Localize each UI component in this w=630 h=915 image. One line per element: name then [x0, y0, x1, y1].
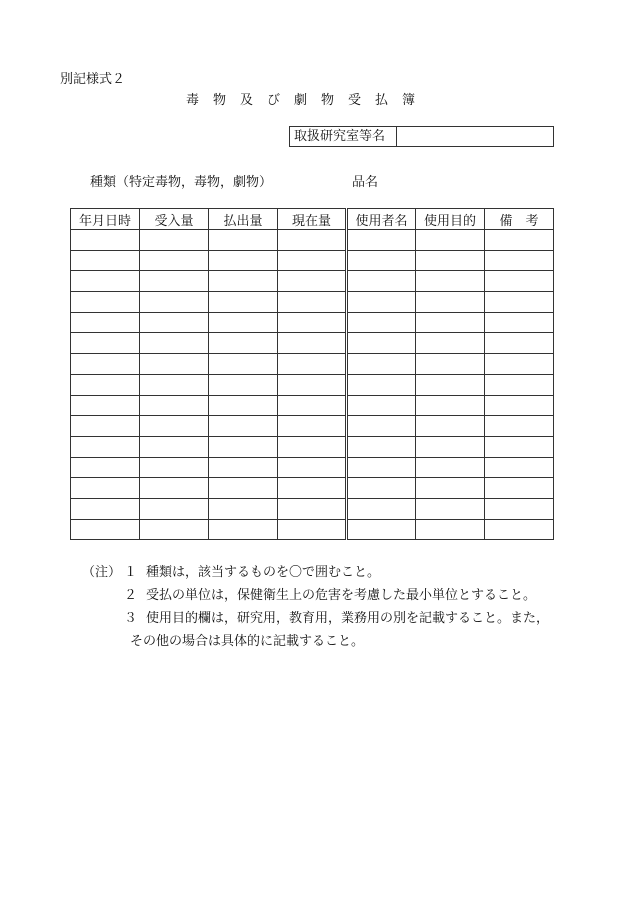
cell-current-qty[interactable]	[278, 374, 347, 395]
cell-datetime[interactable]	[71, 312, 140, 333]
cell-remarks[interactable]	[485, 457, 554, 478]
cell-purpose[interactable]	[416, 230, 485, 251]
form-number: 別記様式２	[60, 72, 126, 87]
table-row	[71, 498, 554, 519]
cell-issued-qty[interactable]	[209, 457, 278, 478]
table-row	[71, 395, 554, 416]
cell-current-qty[interactable]	[278, 250, 347, 271]
cell-current-qty[interactable]	[278, 230, 347, 251]
cell-remarks[interactable]	[485, 354, 554, 375]
cell-received-qty[interactable]	[140, 292, 209, 313]
cell-issued-qty[interactable]	[209, 354, 278, 375]
cell-datetime[interactable]	[71, 271, 140, 292]
cell-datetime[interactable]	[71, 436, 140, 457]
cell-remarks[interactable]	[485, 519, 554, 540]
cell-issued-qty[interactable]	[209, 498, 278, 519]
cell-purpose[interactable]	[416, 395, 485, 416]
cell-issued-qty[interactable]	[209, 230, 278, 251]
table-row	[71, 478, 554, 499]
header-remarks: 備 考	[485, 209, 554, 230]
cell-issued-qty[interactable]	[209, 312, 278, 333]
cell-user-name[interactable]	[347, 230, 416, 251]
cell-purpose[interactable]	[416, 498, 485, 519]
cell-datetime[interactable]	[71, 498, 140, 519]
table-row	[71, 374, 554, 395]
cell-datetime[interactable]	[71, 519, 140, 540]
table-row	[71, 292, 554, 313]
cell-current-qty[interactable]	[278, 333, 347, 354]
cell-remarks[interactable]	[485, 395, 554, 416]
cell-remarks[interactable]	[485, 498, 554, 519]
note-number: １	[124, 565, 138, 580]
note-text: 種類は，該当するものを〇で囲むこと。	[146, 565, 381, 580]
cell-issued-qty[interactable]	[209, 395, 278, 416]
note-text: 使用目的欄は，研究用，教育用，業務用の別を記載すること。また，	[146, 611, 550, 626]
cell-purpose[interactable]	[416, 271, 485, 292]
ledger-table	[70, 208, 554, 540]
table-header-row	[71, 209, 554, 230]
cell-user-name[interactable]	[347, 292, 416, 313]
cell-datetime[interactable]	[71, 395, 140, 416]
cell-purpose[interactable]	[416, 333, 485, 354]
cell-datetime[interactable]	[71, 478, 140, 499]
note-item	[82, 607, 549, 630]
cell-remarks[interactable]	[485, 230, 554, 251]
cell-datetime[interactable]	[71, 292, 140, 313]
cell-current-qty[interactable]	[278, 395, 347, 416]
lab-name-label: 取扱研究室等名	[290, 127, 397, 146]
cell-remarks[interactable]	[485, 333, 554, 354]
header-purpose: 使用目的	[416, 209, 485, 230]
header-issued-qty: 払出量	[209, 209, 278, 230]
cell-received-qty[interactable]	[140, 230, 209, 251]
cell-remarks[interactable]	[485, 478, 554, 499]
document-title: 毒物及び劇物受払簿	[186, 93, 430, 108]
cell-remarks[interactable]	[485, 292, 554, 313]
notes	[82, 561, 549, 653]
cell-issued-qty[interactable]	[209, 436, 278, 457]
table-row	[71, 354, 554, 375]
cell-current-qty[interactable]	[278, 436, 347, 457]
cell-issued-qty[interactable]	[209, 416, 278, 437]
cell-current-qty[interactable]	[278, 354, 347, 375]
cell-purpose[interactable]	[416, 312, 485, 333]
cell-issued-qty[interactable]	[209, 292, 278, 313]
cell-user-name[interactable]	[347, 478, 416, 499]
note-item	[82, 584, 549, 607]
cell-remarks[interactable]	[485, 436, 554, 457]
cell-issued-qty[interactable]	[209, 519, 278, 540]
cell-user-name[interactable]	[347, 436, 416, 457]
cell-current-qty[interactable]	[278, 292, 347, 313]
cell-issued-qty[interactable]	[209, 250, 278, 271]
notes-heading: （注）	[82, 565, 122, 580]
table-row	[71, 271, 554, 292]
cell-received-qty[interactable]	[140, 354, 209, 375]
table-row	[71, 230, 554, 251]
cell-remarks[interactable]	[485, 416, 554, 437]
cell-received-qty[interactable]	[140, 436, 209, 457]
cell-current-qty[interactable]	[278, 519, 347, 540]
cell-current-qty[interactable]	[278, 498, 347, 519]
cell-purpose[interactable]	[416, 374, 485, 395]
cell-datetime[interactable]	[71, 354, 140, 375]
cell-remarks[interactable]	[485, 312, 554, 333]
cell-received-qty[interactable]	[140, 519, 209, 540]
cell-received-qty[interactable]	[140, 498, 209, 519]
cell-purpose[interactable]	[416, 250, 485, 271]
cell-datetime[interactable]	[71, 416, 140, 437]
lab-name-box	[289, 126, 554, 147]
table-row	[71, 416, 554, 437]
cell-datetime[interactable]	[71, 333, 140, 354]
cell-received-qty[interactable]	[140, 374, 209, 395]
cell-user-name[interactable]	[347, 312, 416, 333]
table-row	[71, 436, 554, 457]
cell-issued-qty[interactable]	[209, 271, 278, 292]
cell-current-qty[interactable]	[278, 457, 347, 478]
cell-issued-qty[interactable]	[209, 374, 278, 395]
cell-user-name[interactable]	[347, 395, 416, 416]
lab-name-field[interactable]	[397, 127, 553, 146]
cell-issued-qty[interactable]	[209, 333, 278, 354]
kind-label: 種類（特定毒物，毒物，劇物）	[90, 175, 273, 190]
cell-current-qty[interactable]	[278, 478, 347, 499]
table-row	[71, 457, 554, 478]
note-continuation: その他の場合は具体的に記載すること。	[130, 634, 365, 649]
cell-user-name[interactable]	[347, 498, 416, 519]
cell-purpose[interactable]	[416, 457, 485, 478]
cell-received-qty[interactable]	[140, 312, 209, 333]
header-current-qty: 現在量	[278, 209, 347, 230]
header-received-qty: 受入量	[140, 209, 209, 230]
cell-purpose[interactable]	[416, 519, 485, 540]
cell-purpose[interactable]	[416, 478, 485, 499]
cell-current-qty[interactable]	[278, 271, 347, 292]
cell-received-qty[interactable]	[140, 250, 209, 271]
cell-datetime[interactable]	[71, 250, 140, 271]
cell-received-qty[interactable]	[140, 395, 209, 416]
cell-user-name[interactable]	[347, 519, 416, 540]
cell-received-qty[interactable]	[140, 478, 209, 499]
cell-purpose[interactable]	[416, 416, 485, 437]
cell-user-name[interactable]	[347, 416, 416, 437]
cell-datetime[interactable]	[71, 230, 140, 251]
table-row	[71, 312, 554, 333]
table-row	[71, 250, 554, 271]
header-user-name: 使用者名	[347, 209, 416, 230]
cell-datetime[interactable]	[71, 374, 140, 395]
cell-received-qty[interactable]	[140, 416, 209, 437]
cell-purpose[interactable]	[416, 292, 485, 313]
cell-remarks[interactable]	[485, 271, 554, 292]
cell-remarks[interactable]	[485, 250, 554, 271]
cell-user-name[interactable]	[347, 374, 416, 395]
cell-datetime[interactable]	[71, 457, 140, 478]
note-number: ２	[124, 588, 138, 603]
product-name-label: 品名	[352, 175, 379, 190]
cell-user-name[interactable]	[347, 333, 416, 354]
cell-issued-qty[interactable]	[209, 478, 278, 499]
cell-received-qty[interactable]	[140, 333, 209, 354]
cell-received-qty[interactable]	[140, 271, 209, 292]
note-text: 受払の単位は，保健衛生上の危害を考慮した最小単位とすること。	[146, 588, 537, 603]
note-number: ３	[124, 611, 138, 626]
cell-current-qty[interactable]	[278, 312, 347, 333]
cell-purpose[interactable]	[416, 436, 485, 457]
cell-purpose[interactable]	[416, 354, 485, 375]
cell-received-qty[interactable]	[140, 457, 209, 478]
cell-remarks[interactable]	[485, 374, 554, 395]
table-row	[71, 519, 554, 540]
cell-current-qty[interactable]	[278, 416, 347, 437]
cell-user-name[interactable]	[347, 457, 416, 478]
note-item	[82, 561, 549, 584]
table-row	[71, 333, 554, 354]
cell-user-name[interactable]	[347, 354, 416, 375]
cell-user-name[interactable]	[347, 250, 416, 271]
cell-user-name[interactable]	[347, 271, 416, 292]
header-datetime: 年月日時	[71, 209, 140, 230]
